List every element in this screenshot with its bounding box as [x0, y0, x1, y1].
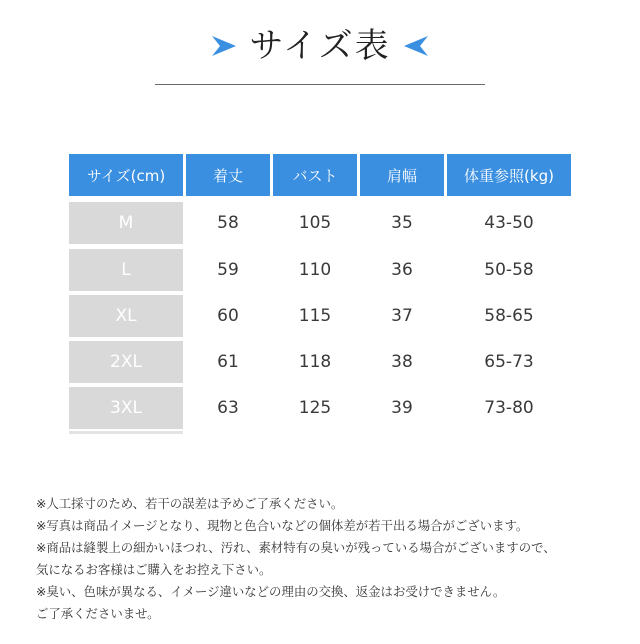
header-shoulder: 肩幅 [360, 154, 444, 196]
weight-cell: 65-73 [484, 352, 534, 372]
size-cell: 2XL [69, 341, 183, 383]
size-cell: 3XL [69, 387, 183, 429]
length-cell: 61 [217, 352, 239, 372]
size-cell: L [69, 249, 183, 291]
note-line: ※商品は縫製上の細かいほつれ、汚れ、素材特有の臭いが残っている場合がございますので、 [36, 540, 556, 555]
page-title: サイズ表 [249, 26, 391, 66]
bust-cell: 115 [298, 306, 332, 326]
size-cell: XL [69, 295, 183, 337]
note-line: ※写真は商品イメージとなり、現物と色合いなどの個体差が若干出る場合がございます。 [36, 518, 529, 533]
chevron-left-icon [403, 35, 431, 57]
header-size: サイズ(cm) [69, 154, 183, 196]
title-area [0, 22, 640, 70]
weight-cell: 73-80 [484, 398, 534, 418]
bust-cell: 105 [298, 213, 332, 233]
header-weight: 体重参照(kg) [447, 154, 571, 196]
table-bottom-edge [69, 431, 183, 434]
note-line: ご了承くださいませ。 [36, 606, 160, 621]
chevron-right-icon [209, 35, 237, 57]
bust-cell: 110 [298, 260, 332, 280]
shoulder-cell: 36 [391, 260, 413, 280]
title-divider [155, 84, 485, 85]
notes [36, 493, 626, 625]
size-cell: M [69, 202, 183, 244]
note-line: ※人工採寸のため、若干の誤差は予めご了承ください。 [36, 496, 344, 511]
shoulder-cell: 37 [391, 306, 413, 326]
bust-cell: 125 [298, 398, 332, 418]
header-length: 着丈 [186, 154, 270, 196]
length-cell: 59 [217, 260, 239, 280]
length-cell: 63 [217, 398, 239, 418]
weight-cell: 50-58 [484, 260, 534, 280]
shoulder-cell: 35 [391, 213, 413, 233]
length-cell: 58 [217, 213, 239, 233]
header-bust: バスト [273, 154, 357, 196]
weight-cell: 58-65 [484, 306, 534, 326]
shoulder-cell: 39 [391, 398, 413, 418]
note-line: ※臭い、色味が異なる、イメージ違いなどの理由の交換、返金はお受けできません。 [36, 584, 506, 599]
note-line: 気になるお客様はご購入をお控え下さい。 [36, 562, 272, 577]
bust-cell: 118 [298, 352, 332, 372]
shoulder-cell: 38 [391, 352, 413, 372]
length-cell: 60 [217, 306, 239, 326]
weight-cell: 43-50 [484, 213, 534, 233]
